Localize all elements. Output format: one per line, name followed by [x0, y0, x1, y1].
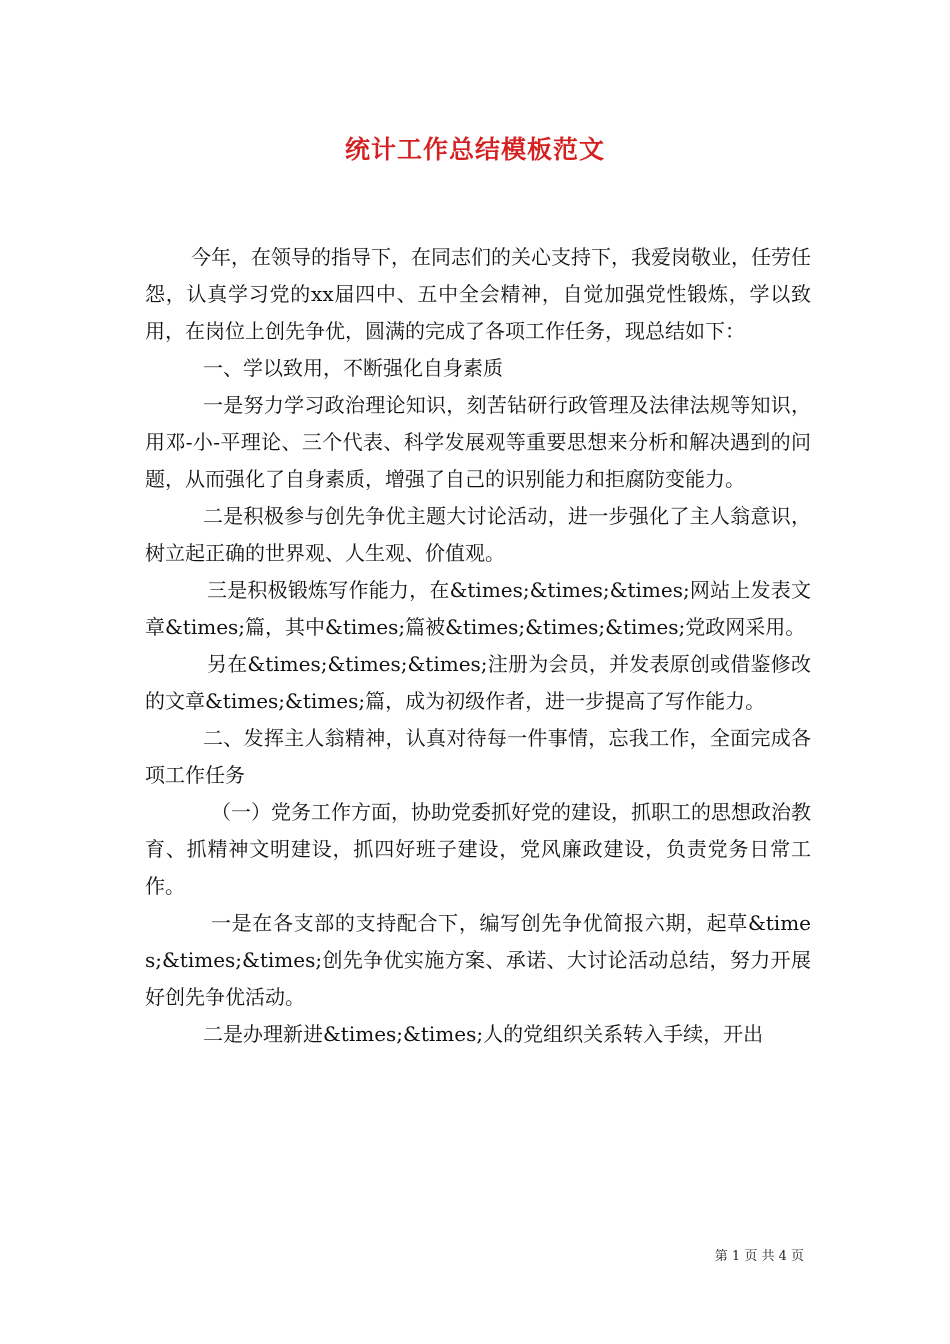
paragraph-party-work: （一）党务工作方面，协助党委抓好党的建设，抓职工的思想政治教育、抓精神文明建设，抓四好班子建设，党风廉政建设，负责党务日常工作。: [145, 800, 811, 898]
document-body: [145, 239, 811, 1053]
paragraph-party-point-1: 一是在各支部的支持配合下，编写创先争优简报六期，起草&times;&times;&times;创先争优实施方案、承诺、大讨论活动总结，努力开展好创先争优活动。: [145, 911, 811, 1009]
document-title: 统计工作总结模板范文: [344, 135, 605, 164]
paragraph-point-1: 一是努力学习政治理论知识，刻苦钻研行政管理及法律法规等知识，用邓-小-平理论、三个代表、科学发展观等重要思想来分析和解决遇到的问题，从而强化了自身素质，增强了自己的识别能力和拒腐防变能力。: [145, 393, 811, 491]
paragraph-point-3: 三是积极锻炼写作能力，在&times;&times;&times;网站上发表文章&times;篇，其中&times;篇被&times;&times;&times;党政网采用。: [145, 578, 811, 639]
paragraph-intro: 今年，在领导的指导下，在同志们的关心支持下，我爱岗敬业，任劳任怨，认真学习党的xx届四中、五中全会精神，自觉加强党性锻炼，学以致用，在岗位上创先争优，圆满的完成了各项工作任务，现总结如下：: [145, 245, 811, 343]
paragraph-party-point-2: 二是办理新进&times;&times;人的党组织关系转入手续，开出: [203, 1022, 764, 1046]
page-number: 第 1 页 共 4 页: [714, 1249, 804, 1264]
paragraph-additional: 另在&times;&times;&times;注册为会员，并发表原创或借鉴修改的文章&times;&times;篇，成为初级作者，进一步提高了写作能力。: [145, 652, 811, 713]
section-heading-2: 二、发挥主人翁精神，认真对待每一件事情，忘我工作，全面完成各项工作任务: [145, 726, 811, 787]
paragraph-point-2: 二是积极参与创先争优主题大讨论活动，进一步强化了主人翁意识，树立起正确的世界观、人生观、价值观。: [145, 504, 811, 565]
section-heading-1: 一、学以致用，不断强化自身素质: [203, 356, 503, 380]
